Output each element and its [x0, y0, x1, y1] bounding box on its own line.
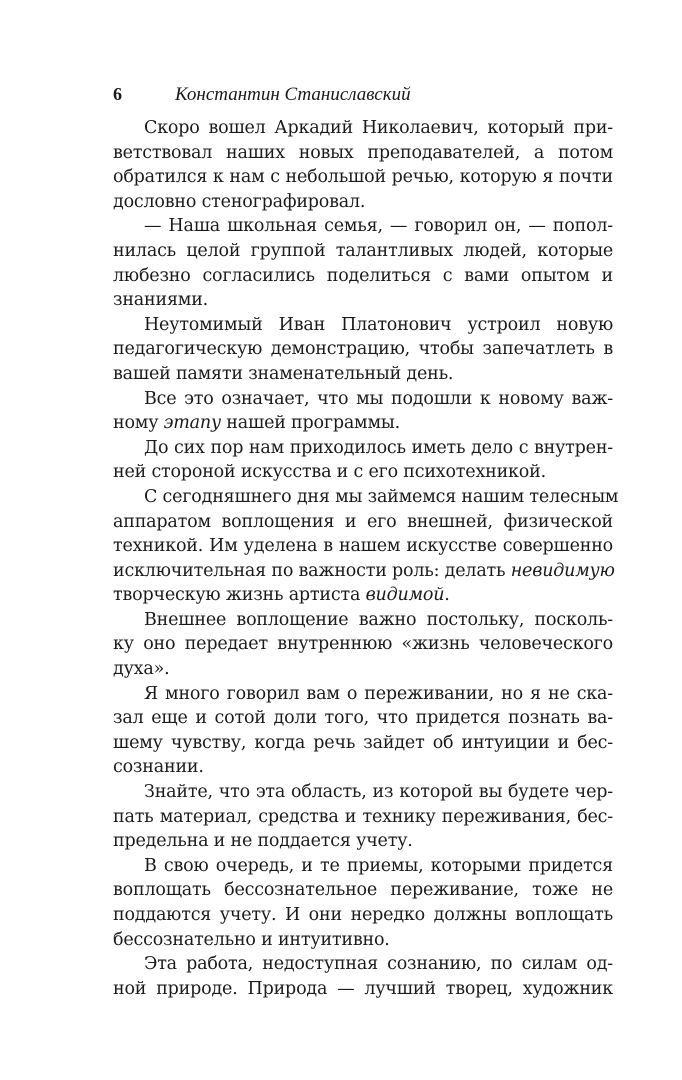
paragraph [113, 682, 613, 780]
text-line [113, 657, 613, 682]
text-line [113, 608, 613, 633]
text-run: нашей программы. [220, 413, 400, 434]
text-run: ной природе. Природа — лучший творец, художник [113, 978, 613, 999]
paragraph [113, 608, 613, 682]
text-run: . [444, 585, 450, 606]
paragraph [113, 854, 613, 952]
paragraph [113, 116, 613, 214]
text-run: дословно стенографировал. [113, 191, 366, 212]
text-run: поддаются учету. И они нередко должны воплощать [113, 905, 613, 925]
text-line [113, 903, 613, 928]
text-run: ней стороной искусства и с его психотехникой. [113, 462, 546, 483]
text-line [113, 337, 613, 362]
text-run: вашей памяти знаменательный день. [113, 363, 454, 384]
text-line [113, 387, 613, 412]
text-line [113, 534, 613, 559]
text-run: — Наша школьная семья, — говорил он, — попол- [144, 216, 613, 237]
text-run: Скоро вошел Аркадий Николаевич, который при- [144, 118, 613, 138]
text-run: Знайте, что эта область, из которой вы будете чер- [144, 782, 613, 803]
text-run: техникой. Им уделена в нашем искусстве совершенно [113, 536, 613, 557]
italic-text: этапу [163, 413, 221, 434]
text-line [113, 928, 613, 953]
text-run: Эта работа, недоступная сознанию, по силам од- [144, 954, 613, 975]
page-number: 6 [113, 84, 122, 104]
running-title: Константин Станиславский [175, 84, 411, 105]
text-run: аппаратом воплощения и его внешней, физической [113, 511, 613, 532]
text-line [113, 141, 613, 166]
text-run: пать материал, средства и технику переживания, бес- [113, 806, 613, 827]
text-run: предельна и не поддается учету. [113, 831, 413, 852]
text-line [113, 288, 613, 313]
text-run: бессознательно и интуитивно. [113, 929, 390, 950]
text-run: Я много говорил вам о переживании, но я не ска- [144, 683, 613, 704]
text-line [113, 190, 613, 215]
text-run: нилась целой группой талантливых людей, которые [113, 240, 613, 261]
paragraph [113, 387, 613, 436]
text-line [113, 485, 619, 510]
paragraph [113, 952, 613, 1001]
text-run: воплощать бессознательное переживание, тоже не [113, 880, 613, 901]
text-run: педагогическую демонстрацию, чтобы запечатлеть в [113, 339, 613, 360]
text-run: ному [113, 413, 164, 434]
text-run: С сегодняшнего дня мы займемся нашим телесным [144, 486, 619, 507]
paragraph [113, 780, 613, 854]
text-run: сознании. [113, 757, 204, 778]
text-line [113, 731, 613, 756]
text-run: Все это означает, что мы подошли к новому важ- [144, 388, 613, 409]
text-line [113, 632, 613, 657]
text-line [113, 829, 613, 854]
text-line [113, 805, 613, 830]
italic-text: видимой [365, 585, 445, 606]
text-line [113, 559, 613, 584]
text-line [113, 952, 613, 977]
text-run: До сих пор нам приходилось иметь дело с внутрен- [144, 437, 613, 458]
text-line [113, 214, 613, 239]
text-run: ветствовал наших новых преподавателей, а потом [113, 142, 613, 163]
text-run: любезно согласились поделиться с вами опытом и [113, 265, 613, 286]
text-run: ку оно передает внутреннюю «жизнь человеческого [113, 634, 613, 655]
text-line [113, 682, 613, 707]
text-line [113, 780, 613, 805]
italic-text: невидимую [510, 560, 615, 581]
text-line [113, 313, 613, 338]
text-run: шему чувству, когда речь зайдет об интуиции и бес- [113, 732, 613, 753]
paragraph [113, 313, 613, 387]
text-run: знаниями. [113, 290, 209, 311]
text-line [113, 436, 613, 461]
text-line [113, 510, 613, 535]
paragraph [113, 436, 613, 485]
text-run: В свою очередь, и те приемы, которыми придется [144, 855, 613, 876]
text-line [113, 583, 613, 608]
text-run: Внешнее воплощение важно постольку, посколь- [144, 609, 613, 630]
text-run: обратился к нам с небольшой речью, которую я почти [113, 167, 613, 188]
text-run: творческую жизнь артиста [113, 585, 366, 606]
text-line [113, 755, 613, 780]
paragraph [113, 214, 613, 312]
text-line [113, 239, 613, 264]
text-run: зал еще и сотой доли того, что придется познать ва- [113, 708, 613, 729]
text-run: духа». [113, 659, 170, 680]
text-line [113, 706, 613, 731]
text-run: исключительная по важности роль: делать [113, 560, 511, 581]
text-line [113, 362, 613, 387]
text-line [113, 878, 613, 903]
text-line [113, 854, 613, 879]
paragraph [113, 485, 619, 608]
page-body [113, 116, 619, 1001]
text-line [113, 116, 613, 141]
text-line [113, 977, 613, 1002]
page-header [113, 84, 613, 108]
text-line [113, 264, 613, 289]
text-line [113, 460, 613, 485]
text-line [113, 411, 613, 436]
text-run: Неутомимый Иван Платонович устроил новую [144, 314, 613, 335]
text-line [113, 165, 613, 190]
